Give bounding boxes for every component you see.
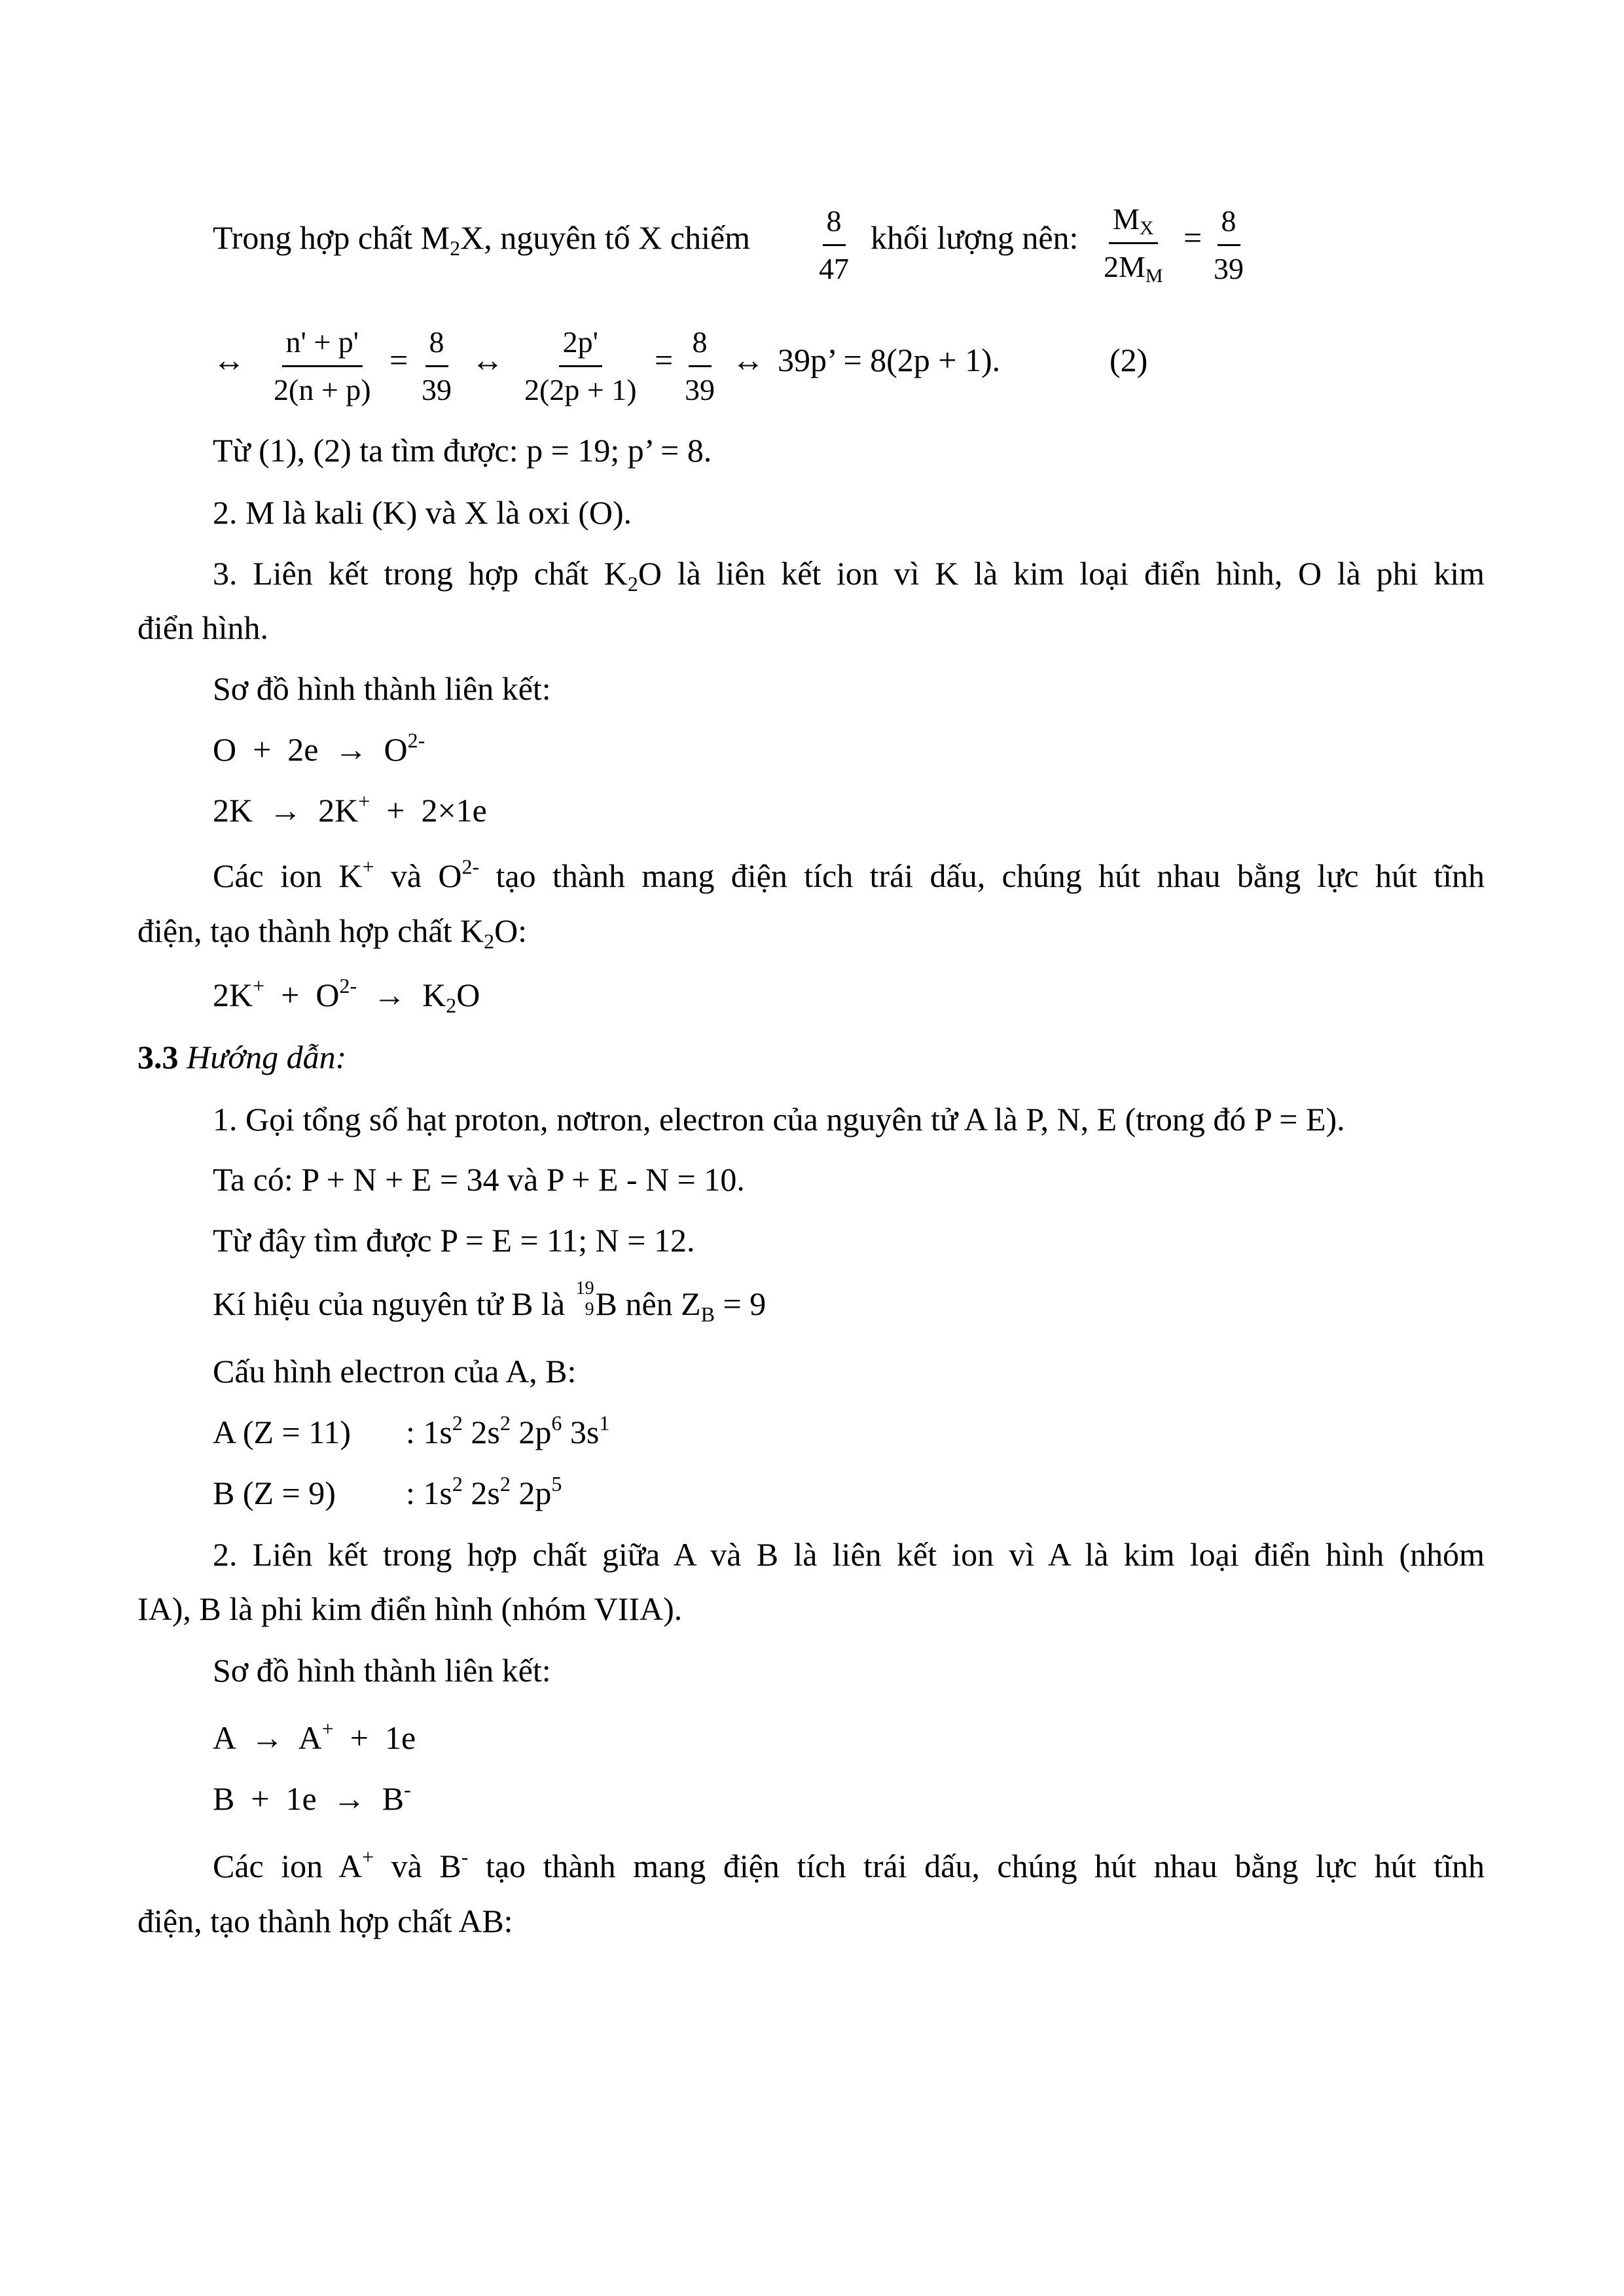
superscript: 2	[452, 1411, 463, 1435]
text: :	[406, 1475, 415, 1511]
numerator: 8	[689, 327, 712, 367]
superscript: 2-	[339, 974, 357, 997]
text: Các ion A	[213, 1848, 363, 1884]
denominator: 39	[422, 373, 452, 406]
result-equation: 39p’ = 8(2p + 1).	[778, 342, 1001, 378]
text: 1s	[423, 1475, 452, 1511]
text: O:	[494, 912, 528, 949]
text: :	[406, 1414, 415, 1450]
paragraph-line: 2. Liên kết trong hợp chất giữa A và B là liên kết ion vì A là kim loại điển hình (nhóm	[213, 1536, 1485, 1573]
numerator: 8	[823, 206, 846, 246]
mass-fraction-sentence	[213, 219, 751, 260]
paragraph-line: IA), B là phi kim điển hình (nhóm VIIA).	[137, 1590, 683, 1627]
reaction-line	[213, 789, 487, 829]
denominator	[1100, 244, 1167, 287]
text-line: Sơ đồ hình thành liên kết:	[213, 670, 551, 707]
text: 2p	[510, 1475, 552, 1511]
text: X, nguyên tố X chiếm	[460, 219, 751, 256]
text: tạo thành mang điện tích trái dấu, chúng hút nhau bằng lực hút tĩnh	[468, 1848, 1485, 1884]
subscript: M	[1145, 265, 1163, 287]
text: Kí hiệu của nguyên tử B là	[213, 1285, 573, 1322]
config-label-a: A (Z = 11)	[213, 1414, 352, 1450]
text: = 9	[715, 1285, 767, 1322]
text: và B	[374, 1848, 461, 1884]
subscript: 2	[627, 572, 638, 596]
reaction-line	[213, 1717, 416, 1756]
superscript: 2	[452, 1472, 463, 1496]
superscript: +	[253, 974, 265, 997]
denominator: 39	[685, 373, 715, 406]
superscript: +	[321, 1717, 334, 1740]
reaction-line	[213, 1778, 411, 1817]
superscript: 2	[499, 1472, 511, 1496]
isotope-notation	[573, 1278, 596, 1319]
denominator: 39	[1214, 252, 1244, 285]
text-line: Sơ đồ hình thành liên kết:	[213, 1652, 551, 1689]
superscript: 2	[499, 1411, 511, 1435]
config-label-b: B (Z = 9)	[213, 1475, 336, 1511]
subscript: 2	[446, 994, 457, 1017]
section-title: Hướng dẫn:	[187, 1039, 347, 1075]
subscript: 2	[484, 929, 495, 953]
superscript: 5	[551, 1472, 562, 1496]
text: Trong hợp chất M	[213, 219, 450, 256]
text: 3s	[562, 1414, 600, 1450]
superscript: -	[404, 1778, 411, 1801]
text: Các ion K	[213, 857, 363, 894]
paragraph-line	[137, 912, 528, 953]
text: + 2×1e	[370, 792, 487, 829]
numerator: 8	[1218, 206, 1240, 246]
text: → K	[357, 977, 446, 1013]
superscript: 2-	[407, 728, 425, 752]
fraction-8-39	[1210, 206, 1248, 284]
numerator	[1109, 204, 1158, 244]
reaction-line	[213, 974, 480, 1017]
text: 1s	[423, 1414, 452, 1450]
fraction-2p	[520, 327, 641, 405]
text: 2K	[213, 977, 253, 1013]
fraction-8-39	[418, 327, 456, 405]
fraction-8-47	[815, 206, 853, 284]
text-line	[213, 1278, 767, 1326]
subscript: X	[1139, 217, 1154, 239]
text: B nên Z	[595, 1285, 701, 1322]
text: 2s	[462, 1475, 500, 1511]
config-a	[406, 1411, 610, 1450]
text: M	[1113, 202, 1140, 236]
text: + 1e	[333, 1719, 416, 1756]
superscript: 1	[599, 1411, 610, 1435]
fraction-mx-2mm	[1100, 202, 1167, 287]
superscript: +	[358, 789, 370, 813]
mass-fraction-text: khối lượng nên:	[871, 219, 1079, 256]
text-line: Cấu hình electron của A, B:	[213, 1353, 577, 1390]
denominator: 2(2p + 1)	[524, 373, 637, 406]
atomic-number: 9	[585, 1299, 594, 1319]
equals-sign: =	[1183, 219, 1202, 256]
subscript: B	[700, 1302, 715, 1326]
superscript: +	[362, 1845, 374, 1869]
numerator: 8	[425, 327, 448, 367]
text: và O	[374, 857, 462, 894]
equivalence-arrow: ↔	[732, 342, 765, 378]
text: 2M	[1104, 250, 1146, 283]
text: A → A	[213, 1719, 322, 1756]
paragraph-line	[213, 1845, 1485, 1884]
equivalence-arrow: ↔	[213, 342, 245, 378]
paragraph-line	[213, 555, 1485, 596]
text: O	[456, 977, 480, 1013]
text: O + 2e → O	[213, 731, 408, 768]
text-line: 2. M là kali (K) và X là oxi (O).	[213, 494, 632, 531]
text: B + 1e → B	[213, 1780, 405, 1817]
superscript: 2-	[461, 855, 480, 878]
denominator: 2(n + p)	[274, 373, 371, 406]
fraction-np	[270, 327, 375, 405]
numerator: 2p'	[559, 327, 602, 367]
text: 3. Liên kết trong hợp chất K	[213, 555, 628, 592]
text: O là liên kết ion vì K là kim loại điển hình, O là phi kim	[638, 555, 1485, 592]
text: 2s	[462, 1414, 500, 1450]
text-line: Từ đây tìm được P = E = 11; N = 12.	[213, 1222, 695, 1259]
text-line: Từ (1), (2) ta tìm được: p = 19; p’ = 8.	[213, 432, 712, 469]
equivalence-arrow: ↔	[471, 342, 504, 378]
mass-number: 19	[575, 1278, 594, 1299]
subscript: 2	[450, 236, 461, 260]
superscript: -	[461, 1845, 469, 1869]
superscript: 6	[551, 1411, 562, 1435]
paragraph-line	[213, 855, 1485, 894]
section-number: 3.3	[137, 1039, 179, 1075]
equals-sign: =	[655, 342, 674, 378]
equation-label: (2)	[1110, 342, 1148, 378]
section-heading	[137, 1041, 346, 1073]
text-line: Ta có: P + N + E = 34 và P + E - N = 10.	[213, 1161, 745, 1198]
superscript: +	[362, 855, 374, 878]
denominator: 47	[819, 252, 849, 285]
text-line: 1. Gọi tổng số hạt proton, nơtron, electron của nguyên tử A là P, N, E (trong đó P = E).	[213, 1101, 1345, 1138]
text: điện, tạo thành hợp chất K	[137, 912, 484, 949]
config-b	[406, 1472, 562, 1511]
text: + O	[264, 977, 340, 1013]
fraction-8-39	[681, 327, 719, 405]
numerator: n' + p'	[282, 327, 363, 367]
text: 2K → 2K	[213, 792, 359, 829]
reaction-line	[213, 728, 425, 768]
paragraph-line: điển hình.	[137, 609, 268, 646]
paragraph-line: điện, tạo thành hợp chất AB:	[137, 1903, 513, 1939]
text: tạo thành mang điện tích trái dấu, chúng hút nhau bằng lực hút tĩnh	[479, 857, 1485, 894]
text: 2p	[510, 1414, 552, 1450]
equals-sign: =	[389, 342, 408, 378]
